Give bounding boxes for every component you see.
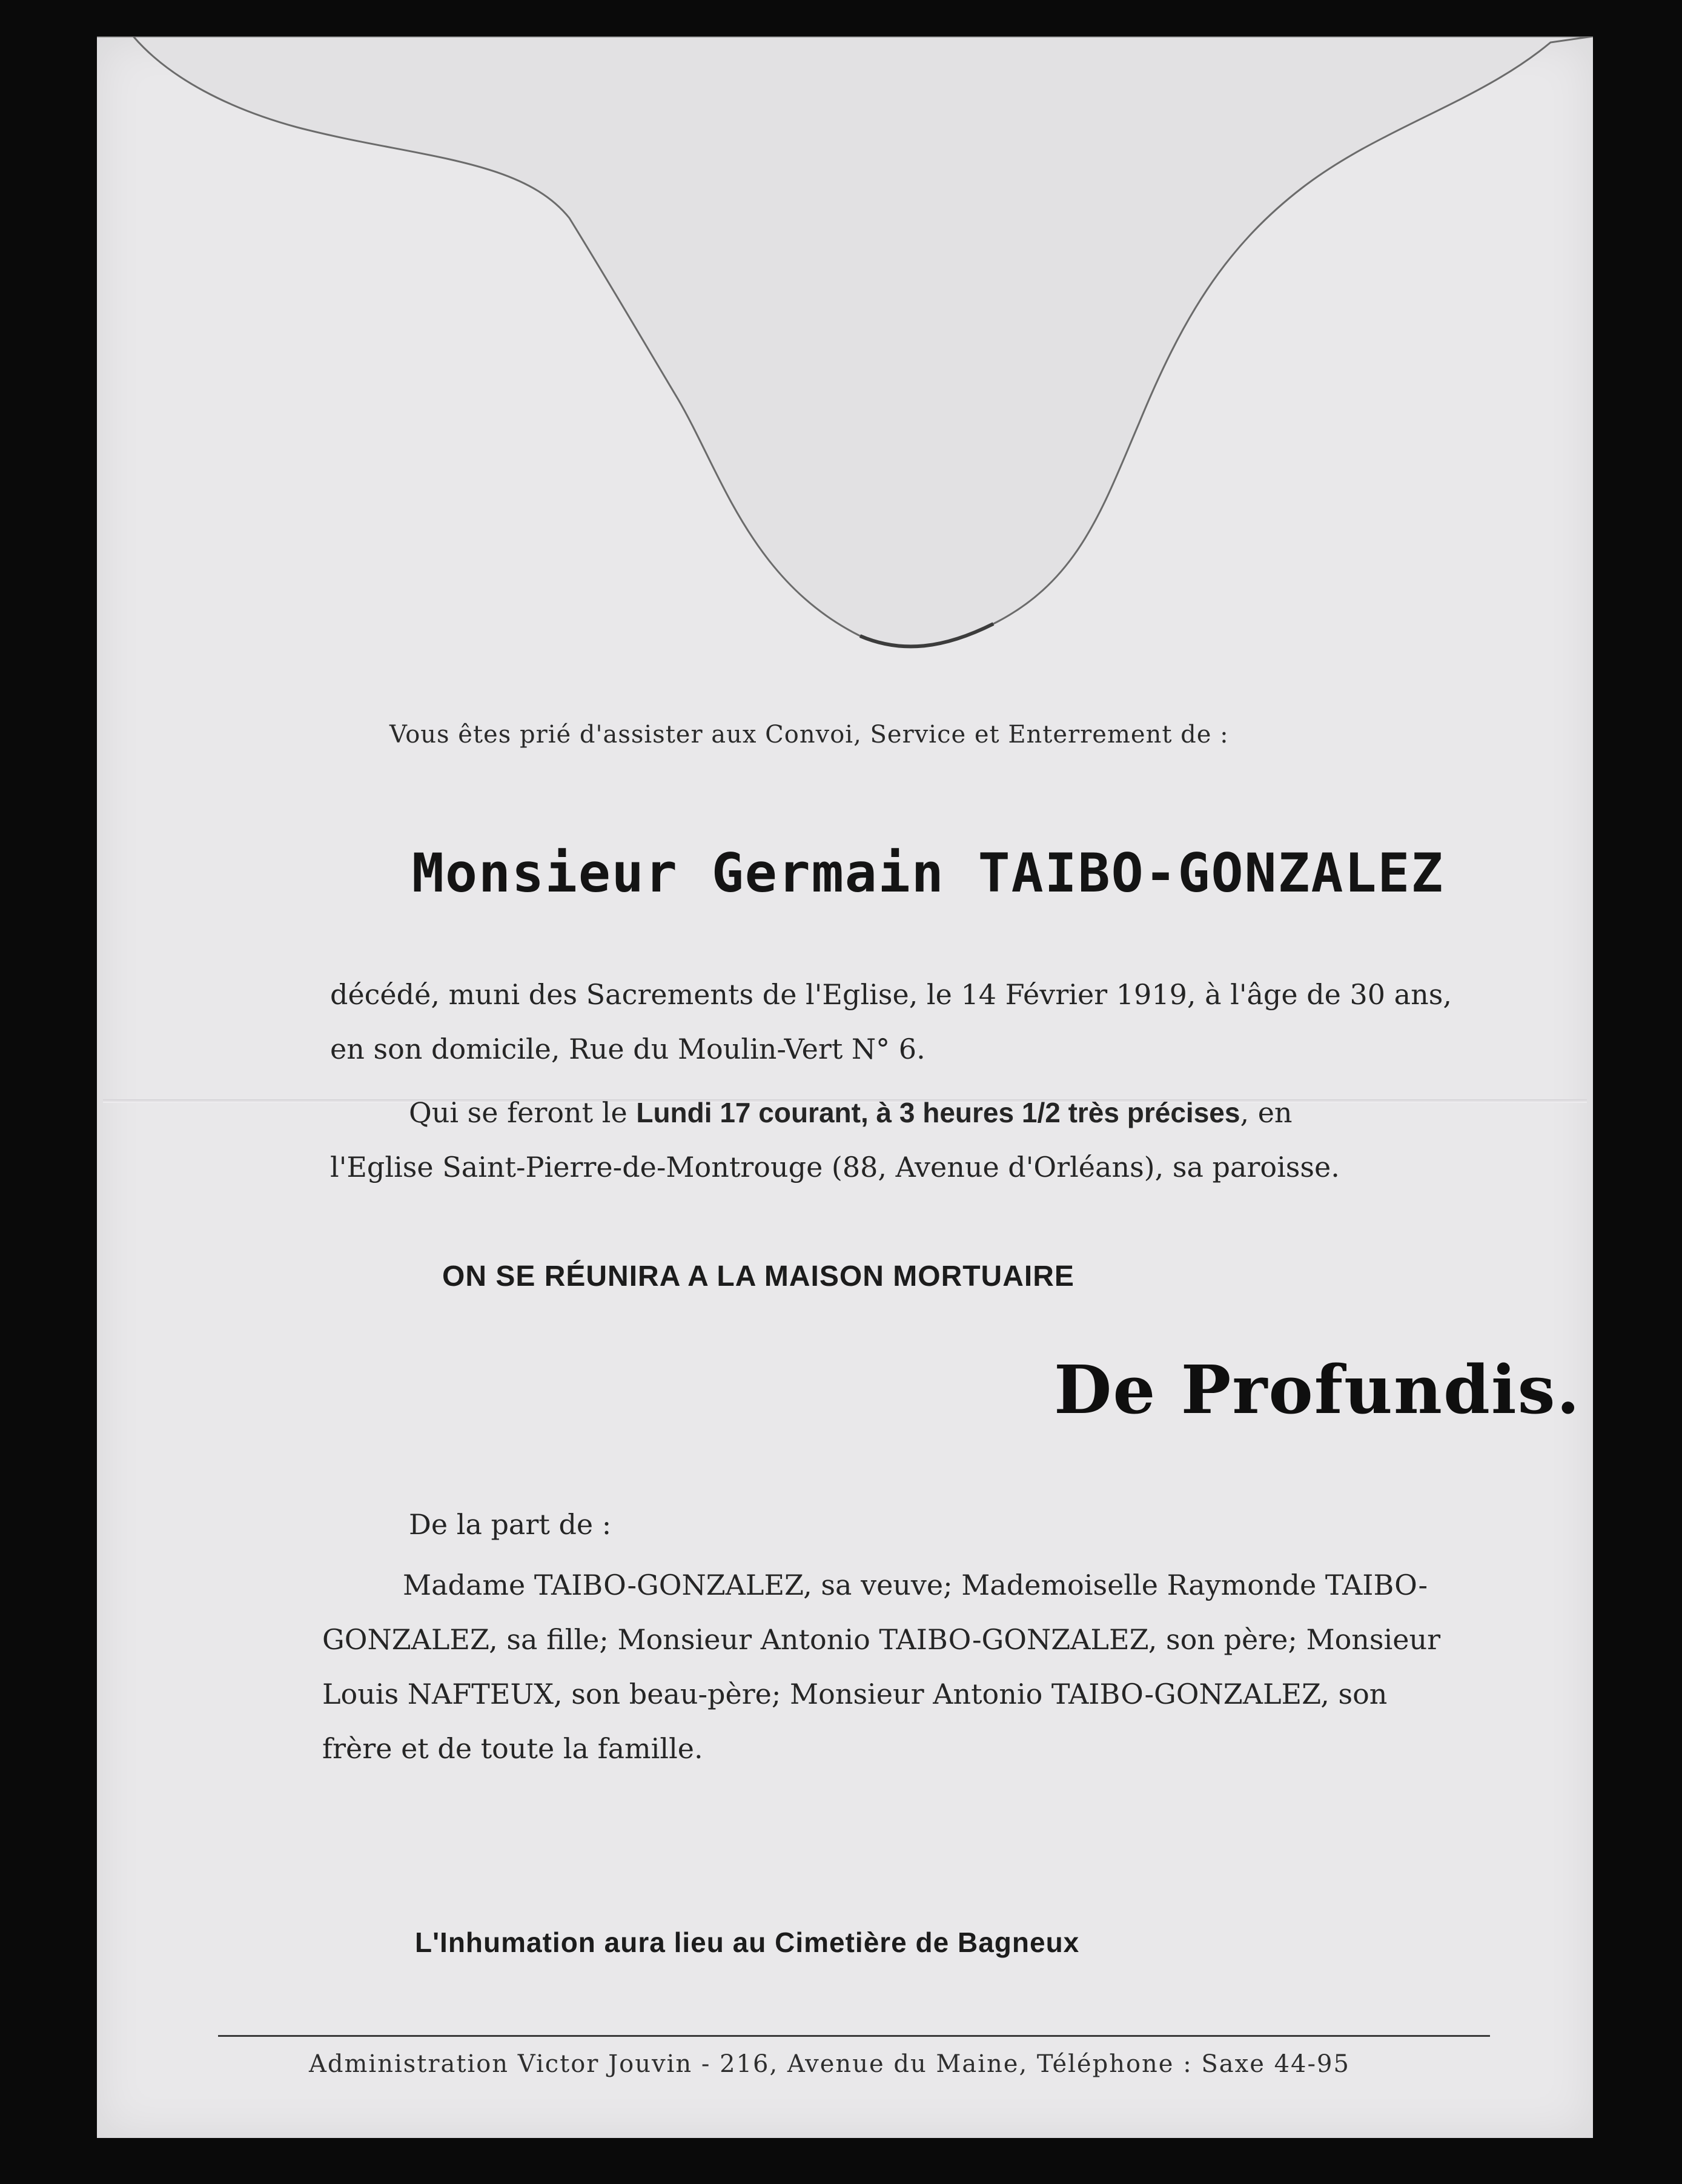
service-suffix: , en <box>1240 1096 1293 1129</box>
burial-notice: L'Inhumation aura lieu au Cimetière de Bagneux <box>415 1927 1080 1958</box>
deceased-name: Monsieur Germain TAIBO-GONZALEZ <box>412 842 1445 904</box>
invitation-text: Vous êtes prié d'assister aux Convoi, Service et Enterrement de : <box>389 721 1229 749</box>
death-line-2: en son domicile, Rue du Moulin-Vert N° 6. <box>330 1033 925 1065</box>
gathering-notice: ON SE RÉUNIRA A LA MAISON MORTUAIRE <box>442 1260 1074 1292</box>
family-line-3: Louis NAFTEUX, son beau-père; Monsieur Antonio TAIBO-GONZALEZ, son <box>322 1678 1388 1710</box>
administration-footer: Administration Victor Jouvin - 216, Avenue du Maine, Téléphone : Saxe 44-95 <box>309 2050 1350 2078</box>
family-line-2: GONZALEZ, sa fille; Monsieur Antonio TAIBO-GONZALEZ, son père; Monsieur <box>322 1623 1441 1656</box>
service-line-1 <box>409 1096 1293 1129</box>
funeral-notice-sheet <box>97 36 1593 2138</box>
death-line-1: décédé, muni des Sacrements de l'Eglise, le 14 Février 1919, à l'âge de 30 ans, <box>330 978 1452 1011</box>
envelope-flap-cutout <box>97 36 1593 678</box>
from-label: De la part de : <box>409 1508 612 1541</box>
footer-rule <box>218 2035 1490 2037</box>
service-datetime: Lundi 17 courant, à 3 heures 1/2 très précises <box>636 1097 1240 1128</box>
de-profundis: De Profundis. <box>1054 1351 1581 1429</box>
service-line-2: l'Eglise Saint-Pierre-de-Montrouge (88, Avenue d'Orléans), sa paroisse. <box>330 1151 1340 1183</box>
family-line-1: Madame TAIBO-GONZALEZ, sa veuve; Mademoiselle Raymonde TAIBO- <box>403 1569 1428 1601</box>
family-line-4: frère et de toute la famille. <box>322 1732 703 1765</box>
service-prefix: Qui se feront le <box>409 1096 637 1129</box>
